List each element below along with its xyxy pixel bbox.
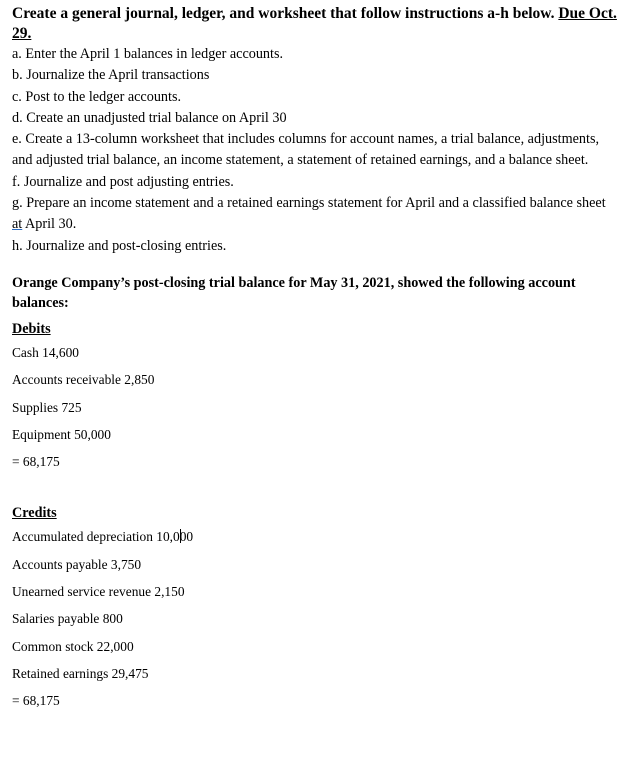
document-body xyxy=(12,4,618,715)
step-e: e. Create a 13-column worksheet that includes columns for account names, a trial balance, adjustments, and adjusted trial balance, an income statement, a statement of retained earnings, and a balance sheet. xyxy=(12,131,600,169)
step-g-tail: April 30. xyxy=(22,216,77,233)
credit-entry: Accounts payable 3,750 xyxy=(12,556,142,572)
debit-entry: Supplies 725 xyxy=(12,399,82,415)
credits-total: = 68,175 xyxy=(12,693,60,709)
trial-balance-intro: Orange Company’s post-closing trial balance for May 31, 2021, showed the following account balances: xyxy=(12,274,576,311)
debits-label: Debits xyxy=(12,320,51,337)
heading-text: Create a general journal, ledger, and worksheet that follow instructions a-h below. xyxy=(12,5,555,22)
step-b: b. Journalize the April transactions xyxy=(12,67,210,84)
step-g xyxy=(12,193,618,236)
step-g-underlined-word: at xyxy=(12,216,23,233)
credit-entry-accumulated-depreciation[interactable] xyxy=(12,523,618,550)
credits-label: Credits xyxy=(12,505,57,522)
credit-entry: Common stock 22,000 xyxy=(12,638,134,654)
debit-entry: Equipment 50,000 xyxy=(12,426,111,442)
step-a: a. Enter the April 1 balances in ledger accounts. xyxy=(12,46,284,62)
debit-entry: Cash 14,600 xyxy=(12,344,79,360)
step-h: h. Journalize and post-closing entries. xyxy=(12,237,227,254)
step-f: f. Journalize and post adjusting entries. xyxy=(12,173,234,190)
debit-entry: Accounts receivable 2,850 xyxy=(12,372,155,388)
step-d: d. Create an unadjusted trial balance on April 30 xyxy=(12,109,287,126)
debits-list xyxy=(12,339,618,475)
credit-entry: Retained earnings 29,475 xyxy=(12,665,149,681)
credit-entry-text-tail: 00 xyxy=(179,529,194,545)
debits-total: = 68,175 xyxy=(12,454,60,470)
instruction-list xyxy=(12,44,618,257)
due-date: Due Oct. 29. xyxy=(12,5,617,42)
credit-entry: Unearned service revenue 2,150 xyxy=(12,584,185,600)
step-c: c. Post to the ledger accounts. xyxy=(12,88,182,105)
credits-list xyxy=(12,523,618,714)
credit-entry: Salaries payable 800 xyxy=(12,611,123,627)
credit-entry-text: Accumulated depreciation 10,0 xyxy=(12,529,180,545)
step-g-text: g. Prepare an income statement and a retained earnings statement for April and a classified balance sheet xyxy=(12,195,606,212)
assignment-heading xyxy=(12,4,618,44)
